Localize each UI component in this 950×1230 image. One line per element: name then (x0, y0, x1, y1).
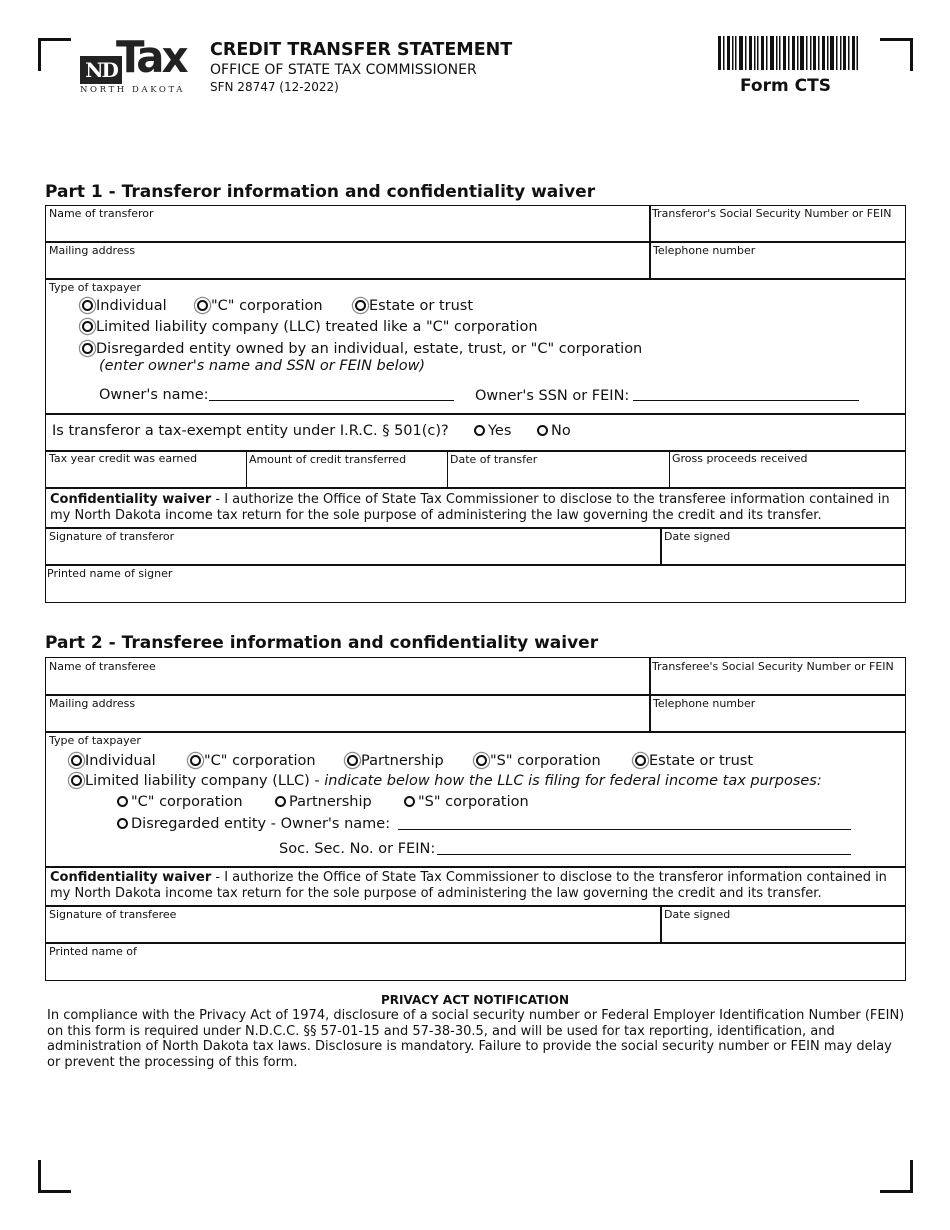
form-title: CREDIT TRANSFER STATEMENT (210, 40, 513, 60)
nd-tax-logo (78, 32, 194, 96)
p2-waiver-text: Confidentiality waiver - I authorize the Office of State Tax Commissioner to disclose to the transferor information contained in my North Dakota income tax return for the sole purpose of administering the law governing the credit and its transfer. (50, 870, 887, 901)
p1-option-estate[interactable]: Estate or trust (355, 298, 473, 314)
p2-soc-sec-label: Soc. Sec. No. or FEIN: (279, 841, 436, 857)
radio-icon[interactable] (474, 425, 485, 436)
transferee-date-signed-field[interactable] (660, 905, 906, 944)
transferee-ssn-field[interactable] (649, 657, 906, 696)
divider (447, 450, 448, 489)
transferee-address-label: Mailing address (49, 697, 136, 710)
p2-llc-c-corp[interactable]: "C" corporation (117, 794, 243, 810)
transferor-signature-field[interactable] (45, 527, 662, 566)
radio-icon[interactable] (71, 775, 82, 786)
transferee-printed-name-field[interactable] (45, 942, 906, 981)
transferor-ssn-label: Transferor's Social Security Number or FEIN (652, 207, 892, 220)
tax-year-field[interactable] (47, 466, 245, 487)
p2-llc-note: indicate below how the LLC is filing for federal income tax purposes: (324, 773, 822, 789)
divider (246, 450, 247, 489)
date-transfer-label: Date of transfer (450, 453, 538, 466)
transferee-signature-field[interactable] (45, 905, 662, 944)
p1-option-disregarded[interactable]: Disregarded entity owned by an individual, estate, trust, or "C" corporation (82, 341, 642, 357)
transferee-signature-label: Signature of transferee (49, 908, 177, 921)
p1-exempt-question: Is transferor a tax-exempt entity under I.R.C. § 501(c)? (52, 423, 449, 439)
logo-nd-block: ND (80, 56, 122, 84)
p2-option-c-corp[interactable]: "C" corporation (190, 753, 316, 769)
radio-icon[interactable] (404, 796, 415, 807)
transferor-address-label: Mailing address (49, 244, 136, 257)
transferee-name-field[interactable] (45, 657, 651, 696)
divider (669, 450, 670, 489)
office-name: OFFICE OF STATE TAX COMMISSIONER (210, 62, 477, 78)
radio-icon[interactable] (82, 343, 93, 354)
p1-owner-ssn-line[interactable] (633, 400, 859, 401)
transferor-printed-name-label: Printed name of signer (47, 567, 173, 580)
transferor-signature-label: Signature of transferor (49, 530, 175, 543)
transferee-phone-field[interactable] (649, 694, 906, 733)
transferor-date-signed-field[interactable] (660, 527, 906, 566)
p1-waiver-text: Confidentiality waiver - I authorize the Office of State Tax Commissioner to disclose to the transferee information contained in my North Dakota income tax return for the sole purpose of administering the law governing the credit and its transfer. (50, 492, 890, 523)
radio-icon[interactable] (190, 755, 201, 766)
gross-proceeds-label: Gross proceeds received (672, 452, 808, 465)
radio-icon[interactable] (347, 755, 358, 766)
crop-mark-top-left (38, 38, 71, 71)
logo-subtitle: NORTH DAKOTA (80, 85, 186, 95)
p1-disregarded-note: (enter owner's name and SSN or FEIN below) (99, 358, 426, 374)
barcode-icon (718, 36, 858, 70)
p2-owner-name-line[interactable] (398, 829, 851, 830)
privacy-text: In compliance with the Privacy Act of 1974, disclosure of a social security number or Federal Employer Identification Number (FEIN) on this form is required under N.D.C.C. §§ 57-01-15 and 57-38-30.5, and will be used for tax reporting, identification, and administration of North Dakota tax laws. Disclosure is mandatory. Failure to provide the social security number or FEIN may delay or prevent the processing of this form. (47, 1008, 905, 1070)
privacy-title: PRIVACY ACT NOTIFICATION (380, 993, 569, 1007)
radio-icon[interactable] (635, 755, 646, 766)
transferee-ssn-label: Transferee's Social Security Number or FEIN (652, 660, 894, 673)
transferee-name-label: Name of transferee (49, 660, 156, 673)
radio-icon[interactable] (82, 321, 93, 332)
amount-field[interactable] (248, 466, 446, 487)
radio-icon[interactable] (476, 755, 487, 766)
crop-mark-bottom-left (38, 1160, 71, 1193)
crop-mark-bottom-right (880, 1160, 913, 1193)
transferor-phone-label: Telephone number (653, 244, 756, 257)
transferor-address-field[interactable] (45, 241, 651, 280)
tax-year-label: Tax year credit was earned (49, 452, 198, 465)
p2-soc-sec-line[interactable] (437, 854, 851, 855)
transferor-type-label: Type of taxpayer (49, 281, 141, 294)
gross-proceeds-field[interactable] (671, 466, 904, 487)
transferee-printed-name-label: Printed name of (49, 945, 137, 958)
p2-option-individual[interactable]: Individual (71, 753, 156, 769)
transferee-type-label: Type of taxpayer (49, 734, 141, 747)
transferor-printed-name-field[interactable] (45, 564, 906, 603)
radio-icon[interactable] (275, 796, 286, 807)
part1-title: Part 1 - Transferor information and confidentiality waiver (45, 182, 596, 202)
p1-owner-name-label: Owner's name: (99, 387, 209, 403)
p1-exempt-yes[interactable]: Yes (474, 423, 511, 439)
p2-option-partnership[interactable]: Partnership (347, 753, 444, 769)
p2-llc-disregarded[interactable]: Disregarded entity - Owner's name: (117, 816, 390, 832)
p2-option-estate[interactable]: Estate or trust (635, 753, 753, 769)
transferor-date-signed-label: Date signed (664, 530, 731, 543)
amount-label: Amount of credit transferred (249, 453, 407, 466)
transferee-address-field[interactable] (45, 694, 651, 733)
radio-icon[interactable] (355, 300, 366, 311)
radio-icon[interactable] (71, 755, 82, 766)
crop-mark-top-right (880, 38, 913, 71)
form-id: Form CTS (740, 76, 831, 96)
p1-option-individual[interactable]: Individual (82, 298, 167, 314)
transferee-date-signed-label: Date signed (664, 908, 731, 921)
p1-owner-name-line[interactable] (209, 400, 454, 401)
p1-option-c-corp[interactable]: "C" corporation (197, 298, 323, 314)
transferee-phone-label: Telephone number (653, 697, 756, 710)
p2-option-s-corp[interactable]: "S" corporation (476, 753, 601, 769)
radio-icon[interactable] (197, 300, 208, 311)
radio-icon[interactable] (82, 300, 93, 311)
transferor-phone-field[interactable] (649, 241, 906, 280)
p1-option-llc[interactable]: Limited liability company (LLC) treated like a "C" corporation (82, 319, 538, 335)
radio-icon[interactable] (117, 818, 128, 829)
p1-owner-ssn-label: Owner's SSN or FEIN: (475, 388, 630, 404)
sfn-number: SFN 28747 (12-2022) (210, 80, 339, 94)
part2-title: Part 2 - Transferee information and confidentiality waiver (45, 633, 599, 653)
date-transfer-field[interactable] (449, 466, 668, 487)
transferor-ssn-field[interactable] (649, 205, 906, 243)
radio-icon[interactable] (117, 796, 128, 807)
p2-option-llc[interactable]: Limited liability company (LLC) - indicate below how the LLC is filing for federal income tax purposes: (71, 773, 822, 789)
radio-icon[interactable] (537, 425, 548, 436)
p2-llc-partnership[interactable]: Partnership (275, 794, 372, 810)
transferor-name-label: Name of transferor (49, 207, 154, 220)
p1-exempt-no[interactable]: No (537, 423, 571, 439)
p2-llc-s-corp[interactable]: "S" corporation (404, 794, 529, 810)
transferor-name-field[interactable] (45, 205, 651, 243)
logo-tax-text: Tax (116, 32, 186, 83)
